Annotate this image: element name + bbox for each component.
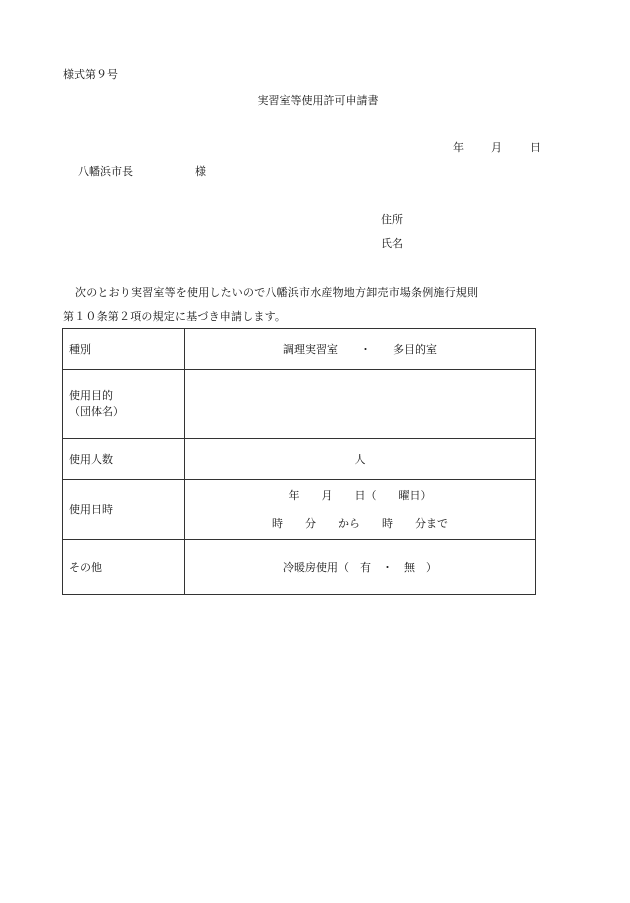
body-text-line-2: 第１０条第２項の規定に基づき申請します。 — [63, 310, 287, 323]
table-row-datetime — [63, 480, 536, 540]
datetime-date-line: 年 月 日（ 曜日） — [288, 488, 432, 502]
table-row-type — [63, 329, 536, 370]
headcount-label: 使用人数 — [63, 439, 185, 480]
table-row-headcount — [63, 439, 536, 480]
applicant-name-label: 氏名 — [381, 237, 403, 250]
table-row-other — [63, 540, 536, 595]
other-label: その他 — [63, 540, 185, 595]
other-value[interactable]: 冷暖房使用（ 有 ・ 無 ） — [185, 540, 536, 595]
purpose-label — [63, 370, 185, 439]
date-month-label: 月 — [491, 141, 502, 154]
date-line — [453, 142, 541, 153]
type-value[interactable]: 調理実習室 ・ 多目的室 — [185, 329, 536, 370]
purpose-label-line-1: 使用目的 — [69, 389, 113, 402]
body-text-line-1: 次のとおり実習室等を使用したいので八幡浜市水産物地方卸売市場条例施行規則 — [75, 286, 479, 299]
form-number: 様式第９号 — [63, 68, 118, 81]
addressee-suffix: 様 — [195, 165, 206, 178]
applicant-address-label: 住所 — [381, 213, 403, 226]
addressee-name: 八幡浜市長 — [78, 165, 133, 178]
date-day-label: 日 — [530, 141, 541, 154]
datetime-time-line: 時 分 から 時 分まで — [272, 516, 448, 530]
type-label: 種別 — [63, 329, 185, 370]
purpose-value[interactable] — [185, 370, 536, 439]
document-title: 実習室等使用許可申請書 — [257, 94, 379, 107]
table-row-purpose — [63, 370, 536, 439]
datetime-value[interactable] — [185, 480, 536, 540]
date-year-label: 年 — [453, 141, 464, 154]
headcount-value[interactable]: 人 — [185, 439, 536, 480]
addressee — [78, 166, 206, 177]
datetime-label: 使用日時 — [63, 480, 185, 540]
purpose-label-line-2: （団体名） — [69, 405, 124, 418]
application-table — [62, 328, 536, 595]
